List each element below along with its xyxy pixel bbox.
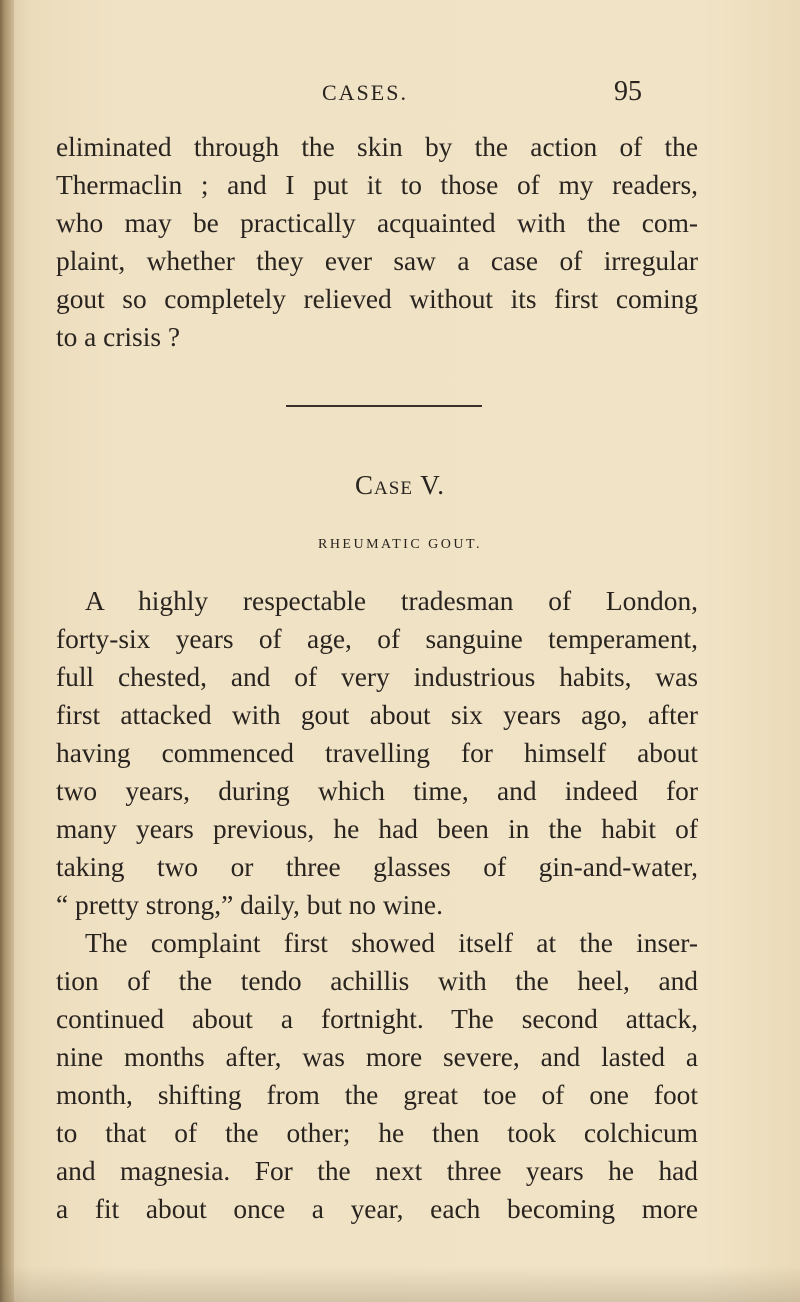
text-line: first attacked with gout about six years ago, after	[56, 700, 698, 730]
text-line: The complaint first showed itself at the inser-	[85, 928, 698, 958]
page-header	[0, 76, 800, 116]
text-line: taking two or three glasses of gin-and-water,	[56, 852, 698, 882]
text-line: gout so completely relieved without its first coming	[56, 284, 698, 314]
text-line: forty-six years of age, of sanguine temperament,	[56, 624, 698, 654]
section-subheading: RHEUMATIC GOUT.	[317, 537, 482, 552]
text-line: Thermaclin ; and I put it to those of my readers,	[56, 170, 698, 200]
text-line: plaint, whether they ever saw a case of irregular	[56, 246, 698, 276]
text-line: two years, during which time, and indeed for	[56, 776, 698, 806]
text-line: eliminated through the skin by the action of the	[56, 132, 698, 162]
text-line: to that of the other; he then took colchicum	[56, 1118, 698, 1148]
page-number: 95	[614, 76, 642, 107]
text-line: who may be practically acquainted with the com-	[56, 208, 698, 238]
text-line: to a crisis ?	[56, 322, 180, 352]
text-line: nine months after, was more severe, and lasted a	[56, 1042, 698, 1072]
text-line: full chested, and of very industrious habits, was	[56, 662, 698, 692]
text-line: tion of the tendo achillis with the heel, and	[56, 966, 698, 996]
text-line: A highly respectable tradesman of London,	[85, 586, 698, 616]
text-line: having commenced travelling for himself about	[56, 738, 698, 768]
case-paragraph	[56, 582, 698, 1228]
text-line: “ pretty strong,” daily, but no wine.	[56, 890, 443, 920]
binding-shadow	[0, 0, 14, 1302]
text-line: month, shifting from the great toe of one foot	[56, 1080, 698, 1110]
text-line: many years previous, he had been in the habit of	[56, 814, 698, 844]
text-line: continued about a fortnight. The second attack,	[56, 1004, 698, 1034]
section-heading: Case V.	[355, 470, 445, 500]
text-line: a fit about once a year, each becoming more	[56, 1194, 698, 1224]
bottom-shadow	[0, 1266, 800, 1302]
running-head: CASES.	[322, 80, 408, 105]
text-line: and magnesia. For the next three years he had	[56, 1156, 698, 1186]
section-divider	[286, 405, 482, 407]
continued-paragraph	[56, 128, 698, 356]
